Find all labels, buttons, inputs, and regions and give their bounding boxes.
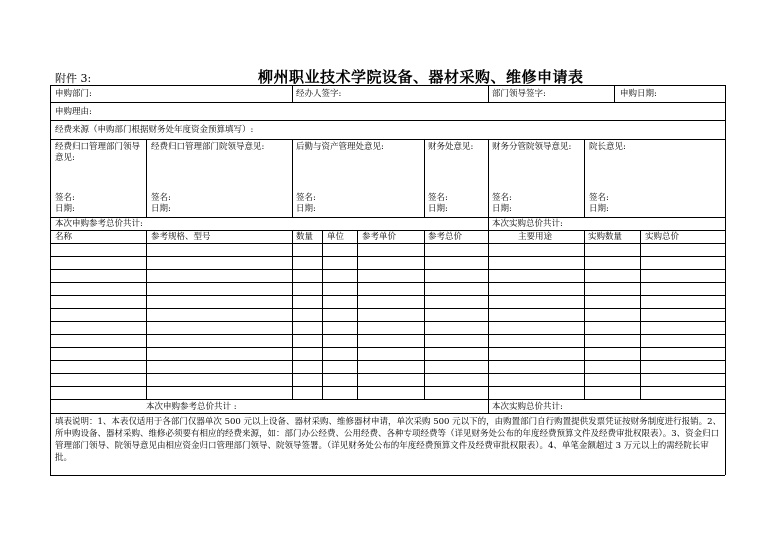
attachment-label: 附件 3: xyxy=(55,72,92,85)
col-divider xyxy=(292,85,293,102)
row-divider xyxy=(50,347,725,348)
row-divider xyxy=(50,120,725,121)
col-divider xyxy=(614,85,615,102)
opinion-sign: 签名: xyxy=(492,193,512,203)
row-divider xyxy=(50,243,725,244)
row-divider xyxy=(50,256,725,257)
opinion-date: 日期: xyxy=(428,204,448,214)
row-divider xyxy=(50,399,725,400)
row-divider xyxy=(50,269,725,270)
row-divider xyxy=(50,360,725,361)
row-divider xyxy=(50,295,725,296)
opinion-title: 院长意见: xyxy=(589,142,626,152)
table-border-right xyxy=(725,85,726,475)
row-divider xyxy=(50,139,725,140)
handler-sign-label: 经办人签字: xyxy=(296,89,342,99)
opinion-sign: 签名: xyxy=(55,193,75,203)
form-title: 柳州职业技术学院设备、器材采购、维修申请表 xyxy=(258,68,584,86)
opinion-date: 日期: xyxy=(492,204,512,214)
col-header-spec: 参考规格、型号 xyxy=(151,232,211,242)
opinion-sign: 签名: xyxy=(296,193,316,203)
col-header-actual-qty: 实购数量 xyxy=(588,232,623,242)
col-divider xyxy=(488,85,489,102)
col-divider xyxy=(292,230,293,399)
table-border-bottom xyxy=(50,475,725,476)
col-divider xyxy=(322,230,323,399)
col-divider xyxy=(640,230,641,399)
ref-total-label: 本次申购参考总价共计: xyxy=(55,219,143,229)
col-divider xyxy=(357,230,358,399)
row-divider xyxy=(50,282,725,283)
row-divider xyxy=(50,308,725,309)
row-divider xyxy=(50,321,725,322)
opinion-title: 经费归口管理部门领导意见: xyxy=(55,142,141,163)
row-divider xyxy=(50,413,725,414)
dept-leader-sign-label: 部门领导签字: xyxy=(492,89,546,99)
funding-source-label: 经费来源（申购部门根据财务处年度资金预算填写）: xyxy=(55,125,254,135)
col-header-ref-total: 参考总价 xyxy=(428,232,463,242)
col-divider xyxy=(488,230,489,399)
ref-total-bottom-label: 本次申购参考总价共计 : xyxy=(146,402,237,412)
instructions-note: 填表说明：1、本表仅适用于各部门仅器单次 500 元以上设备、器材采购、维修器材申请，单次采购 500 元以下的，由购置部门自行购置提供发票凭证按财务制度进行报销。2、所申购设备、器材采购、维修必须要有相应的经费来源，如：部门办公经费、公用经费、各种专项经费等（详见财务处公布的年度经费预算文件及经费审批权限表）。3、资金归口管理部门领导、院领导意见由相应资金归口管理部门领导、院领导签署。（详见财务处公布的年度经费预算文件及经费审批权限表）。4、单笔金额超过 3 万元以上的需经院长审批。 xyxy=(55,417,722,463)
col-divider xyxy=(146,139,147,217)
actual-total-label: 本次实购总价共计: xyxy=(492,219,563,229)
col-divider xyxy=(584,230,585,399)
col-divider xyxy=(146,230,147,399)
col-divider xyxy=(488,217,489,230)
apply-date-label: 申购日期: xyxy=(620,89,657,99)
opinion-title: 后勤与资产管理处意见: xyxy=(296,142,384,152)
dept-field-label: 申购部门: xyxy=(55,89,92,99)
opinion-date: 日期: xyxy=(589,204,609,214)
col-header-purpose: 主要用途 xyxy=(518,232,553,242)
opinion-title: 财务处意见: xyxy=(428,142,474,152)
opinion-sign: 签名: xyxy=(151,193,171,203)
col-divider xyxy=(488,399,489,413)
col-header-ref-price: 参考单价 xyxy=(362,232,397,242)
actual-total-bottom-label: 本次实购总价共计: xyxy=(492,402,563,412)
opinion-date: 日期: xyxy=(151,204,171,214)
opinion-title: 经费归口管理部门院领导意见: xyxy=(151,142,265,152)
col-header-name: 名称 xyxy=(55,232,73,242)
col-divider xyxy=(584,139,585,217)
col-divider xyxy=(292,139,293,217)
col-divider xyxy=(424,230,425,399)
col-header-unit: 单位 xyxy=(327,232,345,242)
col-divider xyxy=(424,139,425,217)
col-header-qty: 数量 xyxy=(296,232,314,242)
table-border-left xyxy=(50,85,51,475)
table-border-top xyxy=(50,85,725,86)
opinion-title: 财务分管院领导意见: xyxy=(492,142,572,152)
row-divider xyxy=(50,386,725,387)
opinion-sign: 签名: xyxy=(428,193,448,203)
col-header-actual-total: 实购总价 xyxy=(645,232,680,242)
row-divider xyxy=(50,217,725,218)
opinion-sign: 签名: xyxy=(589,193,609,203)
row-divider xyxy=(50,230,725,231)
opinion-date: 日期: xyxy=(55,204,75,214)
row-divider xyxy=(50,334,725,335)
row-divider xyxy=(50,373,725,374)
row-divider xyxy=(50,102,725,103)
reason-label: 申购理由: xyxy=(55,107,92,117)
col-divider xyxy=(488,139,489,217)
opinion-date: 日期: xyxy=(296,204,316,214)
